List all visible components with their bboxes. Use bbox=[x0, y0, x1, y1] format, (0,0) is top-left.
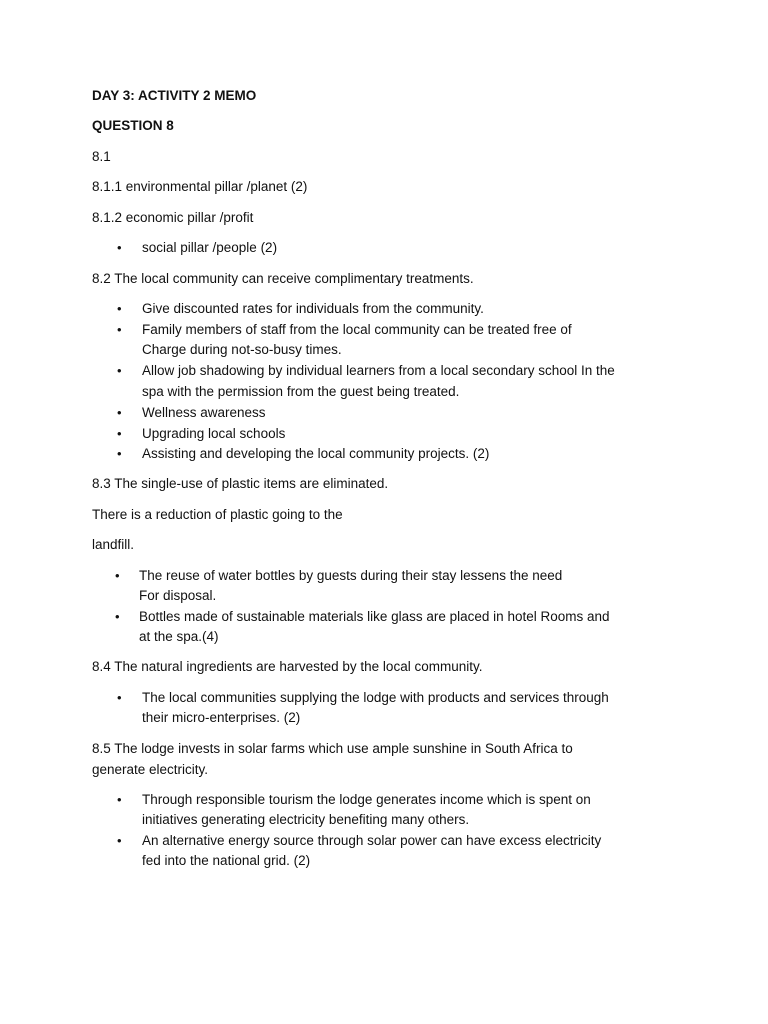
bullet-icon: • bbox=[117, 833, 122, 848]
bullet-icon: • bbox=[117, 792, 122, 807]
list-item-text: Wellness awareness bbox=[142, 405, 266, 420]
question-heading: QUESTION 8 bbox=[92, 118, 174, 133]
section-8-3-heading: 8.3 The single-use of plastic items are eliminated. bbox=[92, 476, 389, 491]
bullet-icon: • bbox=[117, 446, 122, 461]
list-item-text: at the spa.(4) bbox=[139, 629, 219, 644]
bullet-icon: • bbox=[115, 568, 120, 583]
list-item-text: Give discounted rates for individuals from the community. bbox=[142, 301, 484, 316]
list-item-text: Allow job shadowing by individual learners from a local secondary school In the bbox=[142, 363, 615, 378]
section-8-4-heading: 8.4 The natural ingredients are harvested by the local community. bbox=[92, 659, 483, 674]
bullet-icon: • bbox=[117, 301, 122, 316]
list-item-text: Upgrading local schools bbox=[142, 426, 286, 441]
list-item-text: Charge during not-so-busy times. bbox=[142, 342, 342, 357]
bullet-icon: • bbox=[117, 426, 122, 441]
list-item-text: For disposal. bbox=[139, 588, 217, 603]
section-8-1-heading: 8.1 bbox=[92, 149, 111, 164]
section-8-1-1: 8.1.1 environmental pillar /planet (2) bbox=[92, 179, 308, 194]
list-item-text: social pillar /people (2) bbox=[142, 240, 278, 255]
list-item-text: Bottles made of sustainable materials like glass are placed in hotel Rooms and bbox=[139, 609, 610, 624]
bullet-icon: • bbox=[117, 322, 122, 337]
bullet-icon: • bbox=[117, 690, 122, 705]
list-item-text: Through responsible tourism the lodge generates income which is spent on bbox=[142, 792, 591, 807]
list-item-text: Family members of staff from the local community can be treated free of bbox=[142, 322, 572, 337]
list-item-text: fed into the national grid. (2) bbox=[142, 853, 311, 868]
section-8-3-line-2: There is a reduction of plastic going to the bbox=[92, 507, 343, 522]
section-8-5-heading: 8.5 The lodge invests in solar farms which use ample sunshine in South Africa to bbox=[92, 741, 573, 756]
bullet-icon: • bbox=[117, 405, 122, 420]
bullet-icon: • bbox=[117, 363, 122, 378]
list-item-text: The local communities supplying the lodge with products and services through bbox=[142, 690, 609, 705]
document-title: DAY 3: ACTIVITY 2 MEMO bbox=[92, 88, 257, 103]
section-8-2-heading: 8.2 The local community can receive complimentary treatments. bbox=[92, 271, 474, 286]
list-item-text: The reuse of water bottles by guests during their stay lessens the need bbox=[139, 568, 563, 583]
section-8-3-line-3: landfill. bbox=[92, 537, 135, 552]
section-8-1-2: 8.1.2 economic pillar /profit bbox=[92, 210, 254, 225]
list-item-text: spa with the permission from the guest being treated. bbox=[142, 384, 460, 399]
list-item-text: initiatives generating electricity benefiting many others. bbox=[142, 812, 470, 827]
list-item-text: An alternative energy source through solar power can have excess electricity bbox=[142, 833, 602, 848]
section-8-5-heading-cont: generate electricity. bbox=[92, 762, 209, 777]
list-item-text: their micro-enterprises. (2) bbox=[142, 710, 301, 725]
list-item-text: Assisting and developing the local community projects. (2) bbox=[142, 446, 490, 461]
bullet-icon: • bbox=[115, 609, 120, 624]
bullet-icon: • bbox=[117, 240, 122, 255]
